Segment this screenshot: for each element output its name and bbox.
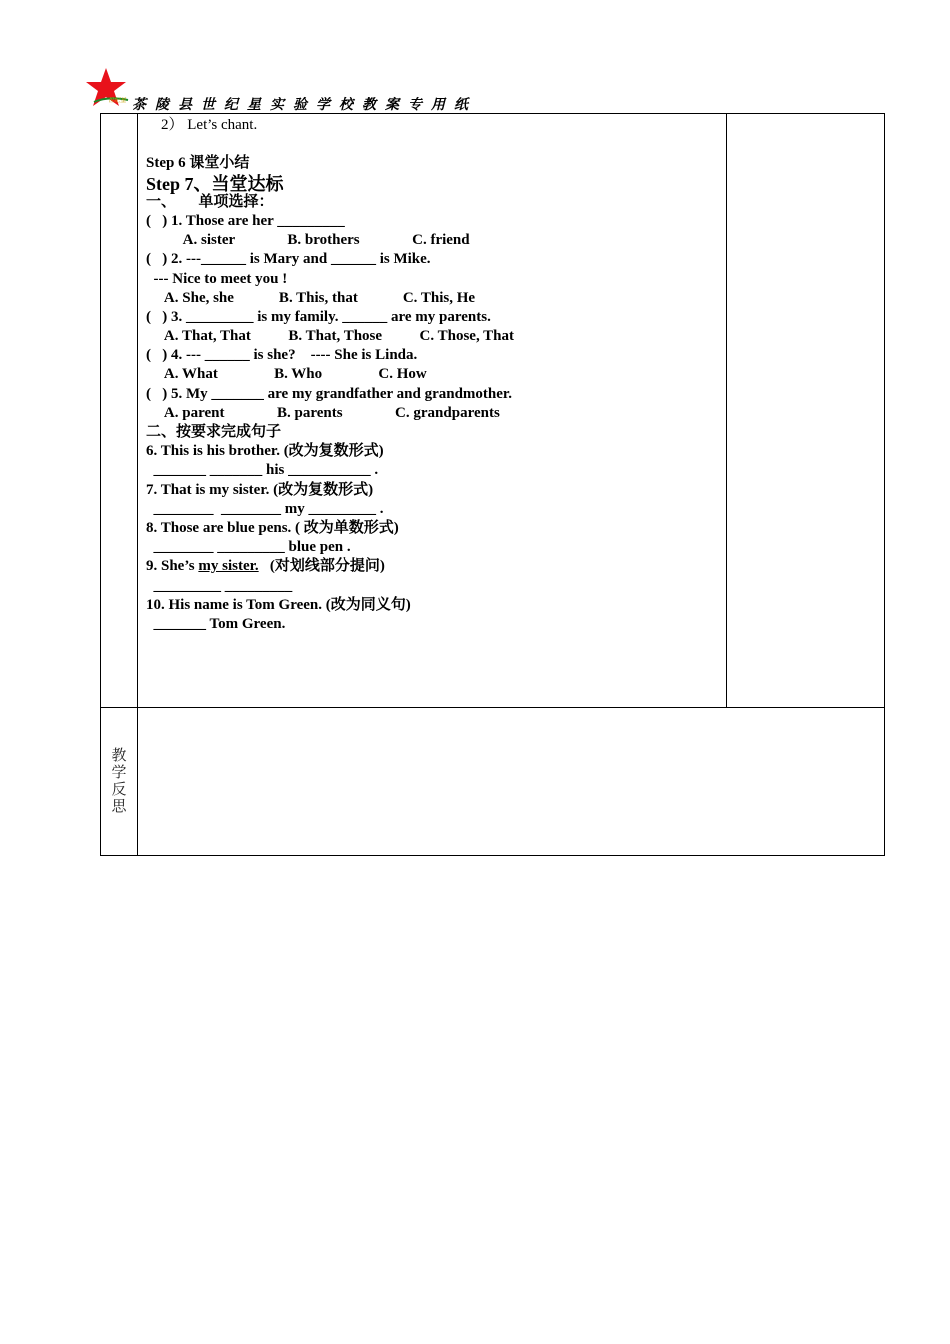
reflection-label-cell: [101, 708, 138, 856]
content-line: 2） Let’s chant.: [146, 117, 258, 133]
left-margin-cell: [101, 114, 138, 708]
content-line: ________ _________ blue pen .: [146, 539, 351, 556]
content-line: 10. His name is Tom Green. (改为同义句): [146, 596, 411, 613]
content-line: A. sister B. brothers C. friend: [146, 232, 470, 249]
exercise-content: [138, 114, 726, 634]
content-line: _______ Tom Green.: [146, 615, 286, 632]
content-line: Step 6 课堂小结: [146, 155, 250, 172]
reflection-area: [138, 708, 885, 856]
header-title: 茶陵县世纪星实验学校教案专用纸: [132, 98, 477, 113]
svg-text:世纪星: 世纪星: [108, 97, 127, 104]
content-line: 8. Those are blue pens. ( 改为单数形式): [146, 519, 399, 536]
content-line: 7. That is my sister. (改为复数形式): [146, 481, 374, 498]
document-header: [86, 66, 586, 114]
question-9-line: [146, 557, 726, 576]
content-line: _______ _______ his ___________ .: [146, 462, 379, 479]
content-line: Step 7、当堂达标: [146, 173, 284, 194]
content-line: A. What B. Who C. How: [146, 366, 427, 383]
content-line: A. That, That B. That, Those C. Those, That: [146, 328, 515, 345]
content-line: A. parent B. parents C. grandparents: [146, 404, 500, 421]
content-cell: [138, 114, 727, 708]
star-logo-icon: [86, 66, 130, 110]
content-line: --- Nice to meet you !: [146, 270, 288, 287]
content-line: ( ) 4. --- ______ is she? ---- She is Linda.: [146, 347, 418, 364]
content-line: _________ _________: [146, 577, 293, 594]
content-line: 6. This is his brother. (改为复数形式): [146, 443, 384, 460]
question-9-suffix: (对划线部分提问): [258, 558, 385, 575]
question-9-underlined: my sister.: [198, 558, 259, 575]
content-line: [146, 135, 726, 154]
content-line: ( ) 2. ---______ is Mary and ______ is Mike.: [146, 251, 431, 268]
content-line: ( ) 3. _________ is my family. ______ are my parents.: [146, 308, 491, 325]
content-line: ________ ________ my _________ .: [146, 500, 384, 517]
reflection-label: 教学反思: [111, 746, 127, 815]
question-9-prefix: 9. She’s: [146, 558, 199, 575]
content-line: 一、 单项选择：: [146, 193, 274, 210]
content-line: ( ) 5. My _______ are my grandfather and grandmother.: [146, 385, 512, 402]
content-line: A. She, she B. This, that C. This, He: [146, 289, 476, 306]
content-line: 二、按要求完成句子: [146, 424, 282, 440]
lesson-table: [100, 113, 885, 856]
notes-cell: [727, 114, 885, 708]
content-line: ( ) 1. Those are her _________: [146, 212, 345, 229]
